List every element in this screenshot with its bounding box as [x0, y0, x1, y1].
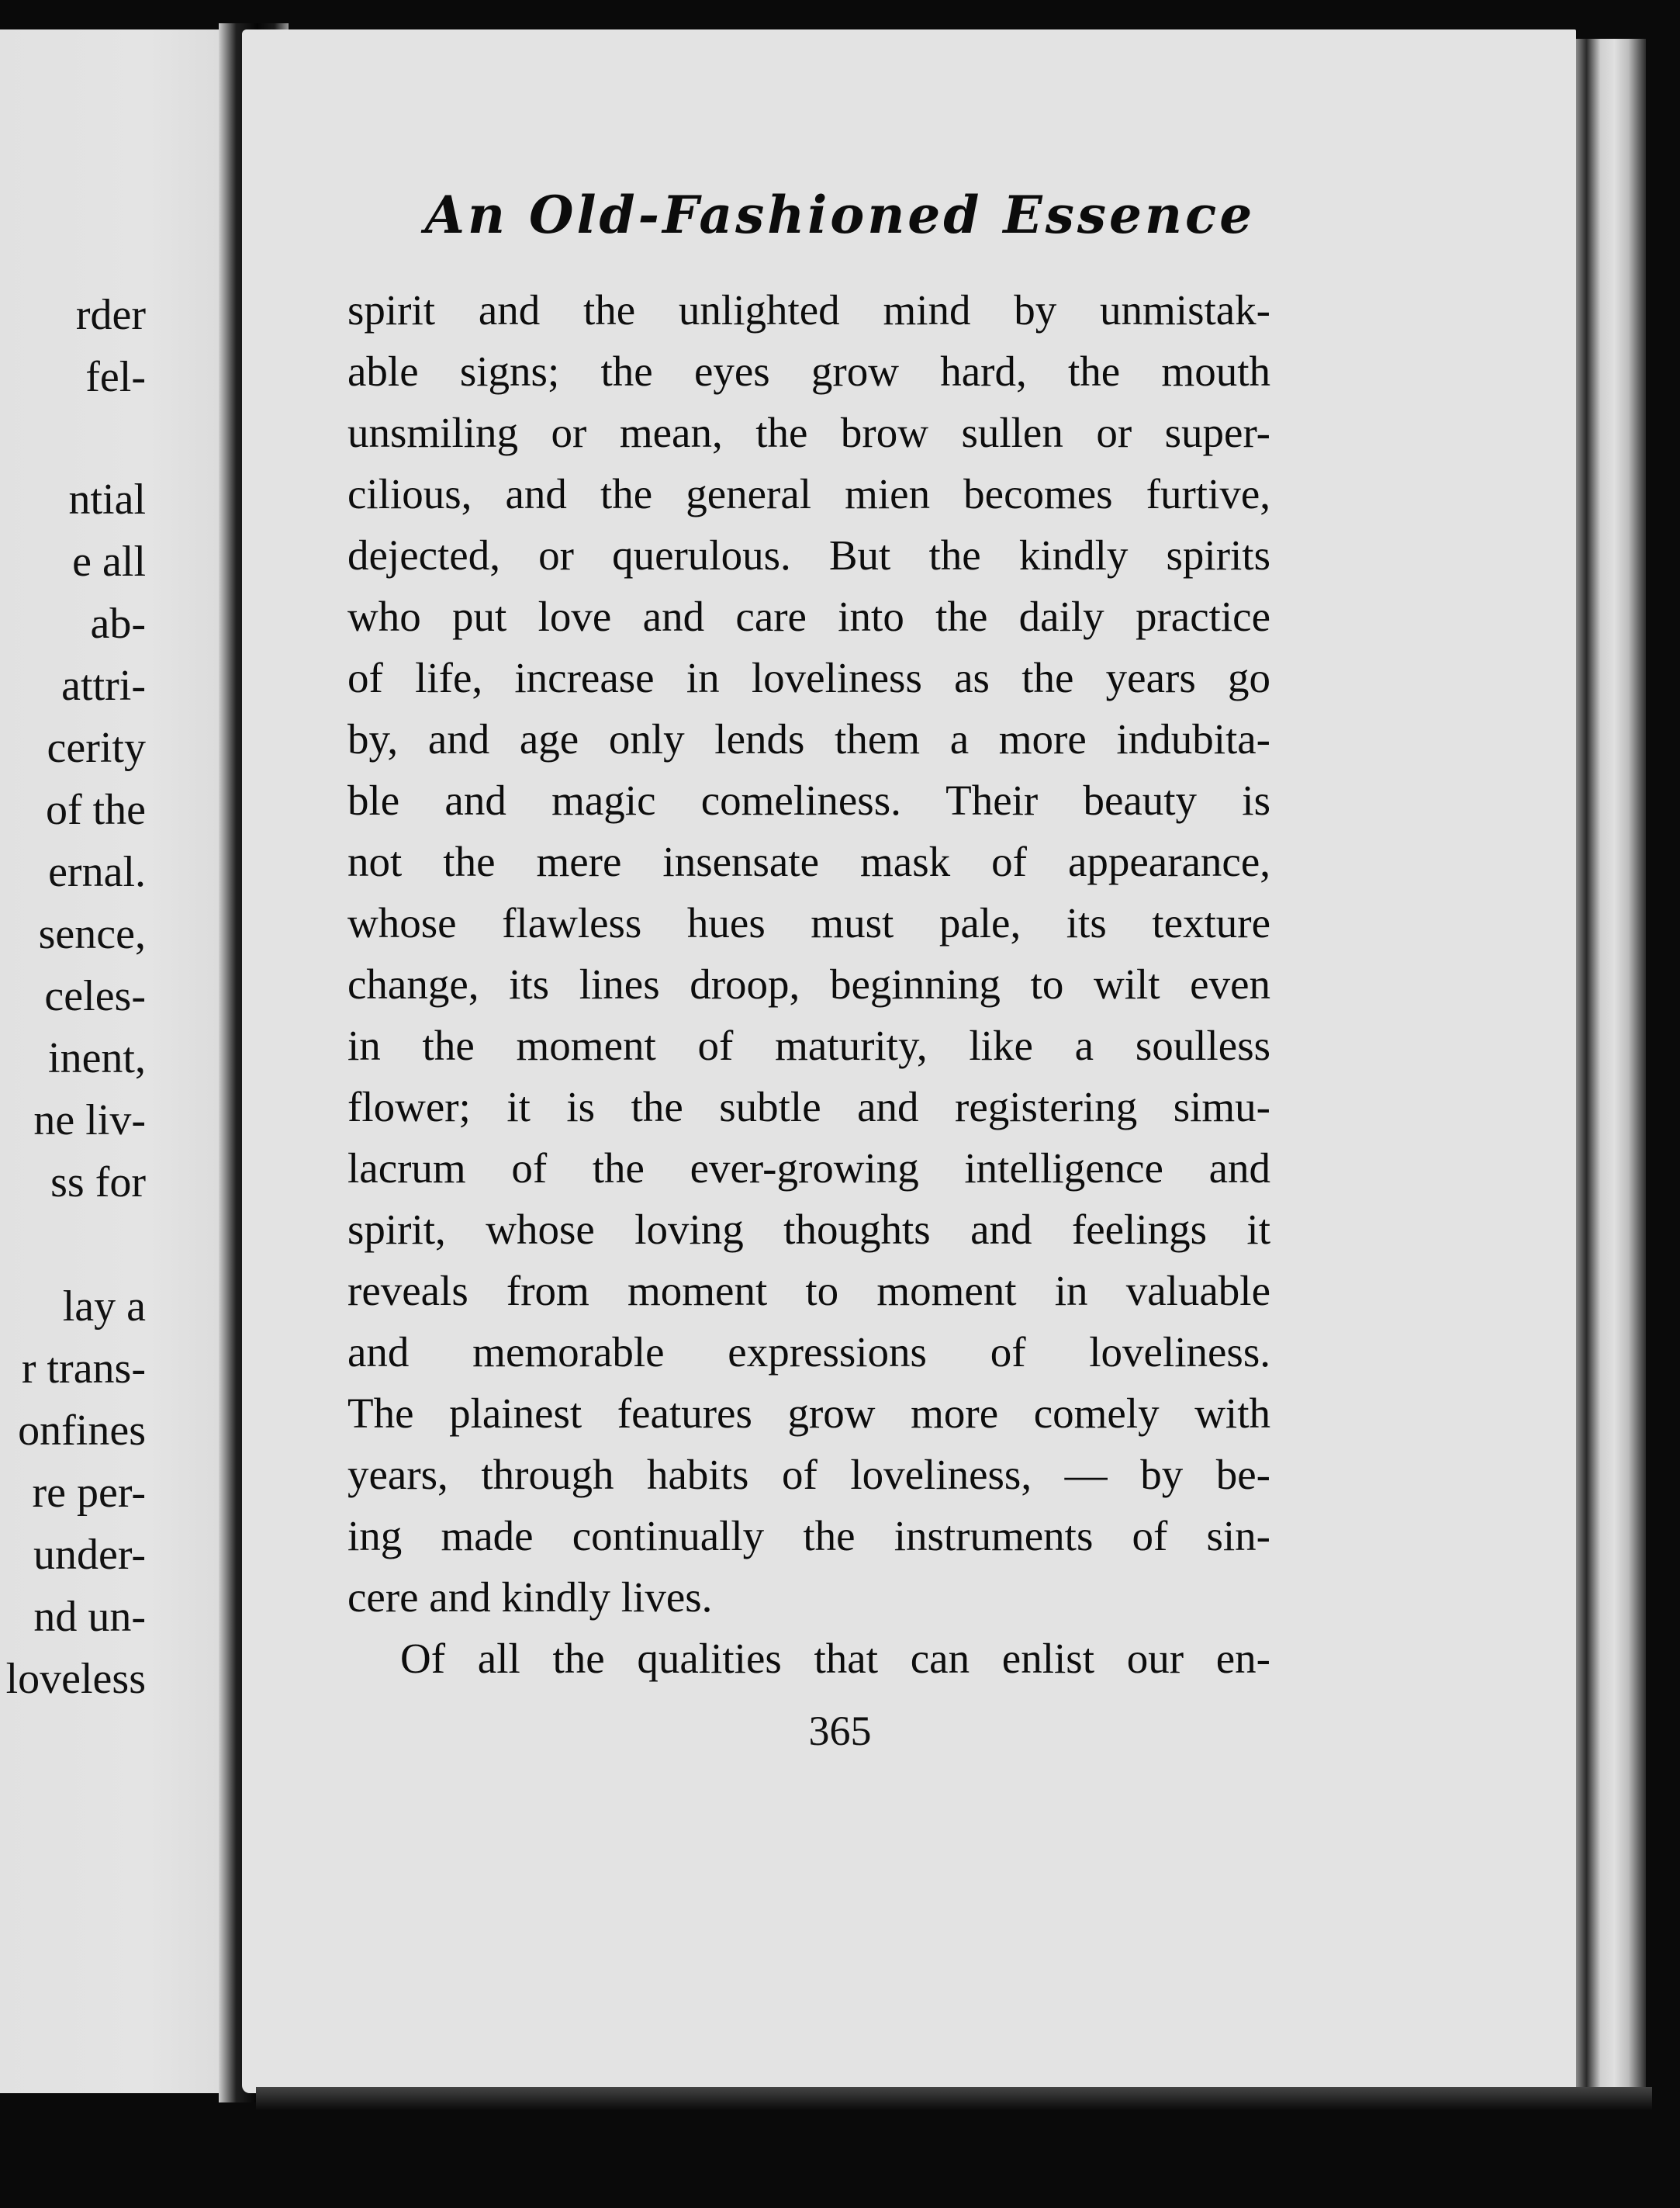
- left-line: celes-: [44, 972, 146, 1020]
- left-line: ntial: [68, 476, 146, 524]
- text-line: whose flawless hues must pale, its texture: [347, 899, 1270, 947]
- left-line: fel-: [85, 353, 146, 401]
- text-line: change, its lines droop, beginning to wilt even: [347, 960, 1270, 1008]
- text-line: by, and age only lends them a more indubita-: [347, 715, 1270, 763]
- left-line: ss for: [50, 1158, 146, 1206]
- left-line: of the: [45, 786, 146, 834]
- text-line: ing made continually the instruments of sin-: [347, 1512, 1270, 1559]
- left-line: nd un-: [33, 1593, 146, 1641]
- text-line: lacrum of the ever-growing intelligence and: [347, 1144, 1270, 1192]
- text-line: spirit, whose loving thoughts and feelings it: [347, 1206, 1270, 1253]
- text-line: able signs; the eyes grow hard, the mouth: [347, 348, 1270, 395]
- text-line: years, through habits of loveliness, — by be-: [347, 1451, 1270, 1498]
- left-line: onfines: [18, 1407, 146, 1455]
- text-line: ble and magic comeliness. Their beauty is: [347, 777, 1270, 824]
- text-line: cilious, and the general mien becomes furtive,: [347, 470, 1270, 517]
- left-line: attri-: [61, 662, 146, 710]
- text-line: and memorable expressions of loveliness.: [347, 1328, 1270, 1376]
- left-line: under-: [33, 1531, 146, 1579]
- text-line: cere and kindly lives.: [347, 1573, 713, 1621]
- left-line: r trans-: [21, 1345, 146, 1393]
- text-line: not the mere insensate mask of appearance,: [347, 838, 1270, 885]
- text-line: The plainest features grow more comely with: [347, 1390, 1270, 1437]
- text-line: Of all the qualities that can enlist our en-: [400, 1635, 1270, 1682]
- running-head: An Old-Fashioned Essence: [424, 185, 1256, 245]
- page-number: 365: [808, 1708, 872, 1754]
- text-line: in the moment of maturity, like a soulless: [347, 1022, 1270, 1069]
- left-line: inent,: [48, 1034, 146, 1082]
- left-line: cerity: [47, 724, 146, 772]
- text-line: spirit and the unlighted mind by unmistak-: [347, 286, 1270, 334]
- text-line: dejected, or querulous. But the kindly spirits: [347, 531, 1270, 579]
- left-line: lay a: [62, 1282, 146, 1331]
- left-line: e all: [72, 538, 146, 586]
- left-line: sence,: [38, 910, 146, 958]
- text-line: flower; it is the subtle and registering simu-: [347, 1083, 1270, 1130]
- left-line: ab-: [90, 600, 146, 648]
- left-line: loveless: [5, 1655, 146, 1703]
- left-line: rder: [75, 291, 146, 339]
- text-line: unsmiling or mean, the brow sullen or super-: [347, 409, 1270, 456]
- text-line: reveals from moment to moment in valuable: [347, 1267, 1270, 1314]
- left-line: re per-: [32, 1469, 146, 1517]
- left-line: ne liv-: [33, 1096, 146, 1144]
- text-line: who put love and care into the daily practice: [347, 593, 1270, 640]
- left-line: ernal.: [48, 848, 146, 896]
- text-line: of life, increase in loveliness as the years go: [347, 654, 1270, 701]
